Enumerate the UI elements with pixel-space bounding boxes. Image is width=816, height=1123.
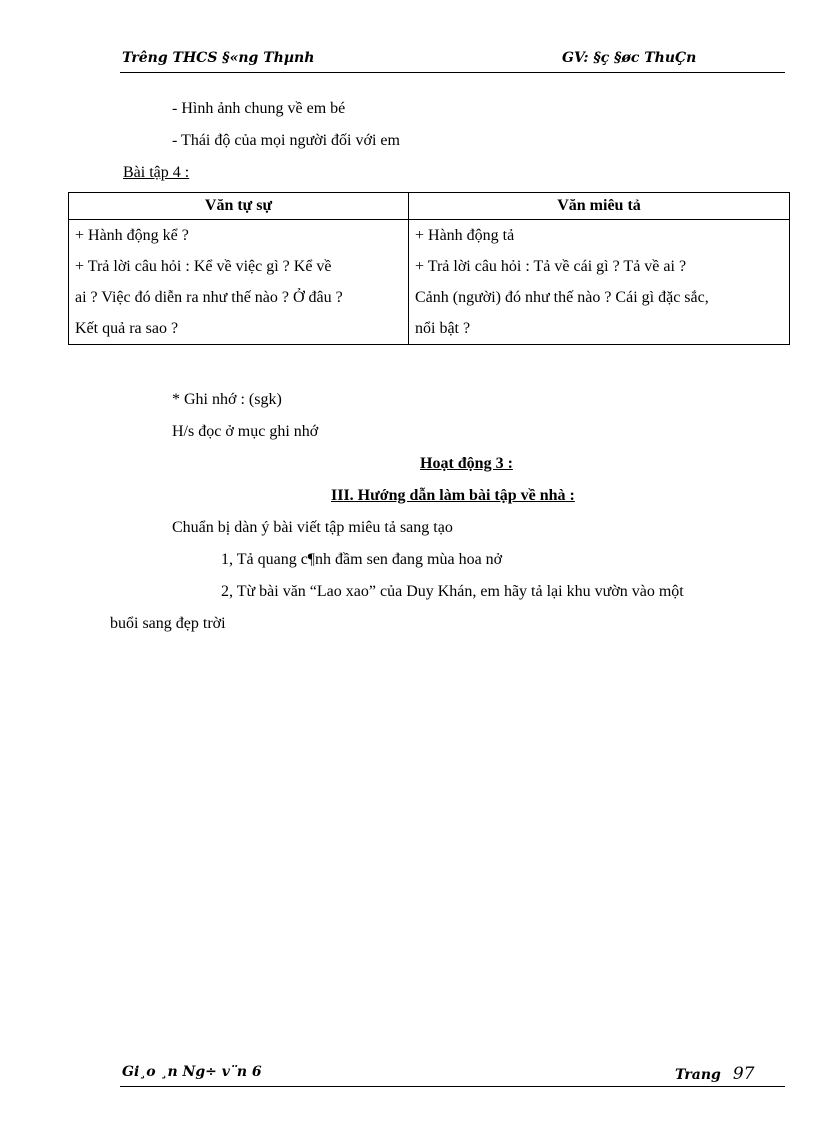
header-teacher: GV: §ç §øc ThuÇn — [562, 50, 697, 66]
descriptive-line: + Trả lời câu hỏi : Tả về cái gì ? Tả về ai ? — [415, 258, 687, 275]
homework-item-1: 1, Tả quang c¶nh đầm sen đang mùa hoa nở — [221, 551, 503, 568]
descriptive-line: + Hành động tả — [415, 227, 515, 244]
intro-line-2: - Thái độ của mọi người đối với em — [172, 132, 400, 149]
table-cell-descriptive — [409, 220, 790, 345]
narrative-line: + Trả lời câu hỏi : Kể về việc gì ? Kể về — [75, 258, 332, 275]
comparison-table — [68, 192, 790, 345]
exercise-title: Bài tập 4 : — [123, 164, 190, 181]
narrative-line: ai ? Việc đó diễn ra như thế nào ? Ở đâu ? — [75, 289, 343, 306]
footer-page — [675, 1064, 754, 1084]
homework-item-2: 2, Từ bài văn “Lao xao” của Duy Khán, em hãy tả lại khu vườn vào một — [221, 583, 684, 600]
page-header — [120, 50, 785, 73]
footer-page-number: 97 — [732, 1064, 755, 1084]
note-instruction: H/s đọc ở mục ghi nhớ — [172, 423, 319, 440]
descriptive-line: nổi bật ? — [415, 320, 471, 337]
footer-subject: Gi¸o ¸n Ng÷ v¨n 6 — [122, 1064, 262, 1080]
intro-line-1: - Hình ảnh chung về em bé — [172, 100, 346, 117]
activity-title: Hoạt động 3 : — [420, 455, 513, 472]
page-footer — [120, 1062, 785, 1087]
narrative-line: + Hành động kể ? — [75, 227, 189, 244]
table-header-descriptive: Văn miêu tả — [409, 193, 790, 220]
narrative-line: Kết quả ra sao ? — [75, 320, 179, 337]
section-title: III. Hướng dẫn làm bài tập về nhà : — [331, 487, 575, 504]
table-header-narrative: Văn tự sự — [69, 193, 409, 220]
descriptive-line: Cảnh (người) đó như thế nào ? Cái gì đặc sắc, — [415, 289, 709, 306]
table-cell-narrative — [69, 220, 409, 345]
footer-page-label: Trang — [675, 1067, 721, 1083]
homework-continuation: buổi sang đẹp trời — [110, 615, 226, 632]
note: * Ghi nhớ : (sgk) — [172, 391, 282, 408]
header-school: Trêng THCS §«ng Thµnh — [122, 50, 315, 66]
homework-intro: Chuẩn bị dàn ý bài viết tập miêu tả sang tạo — [172, 519, 453, 536]
